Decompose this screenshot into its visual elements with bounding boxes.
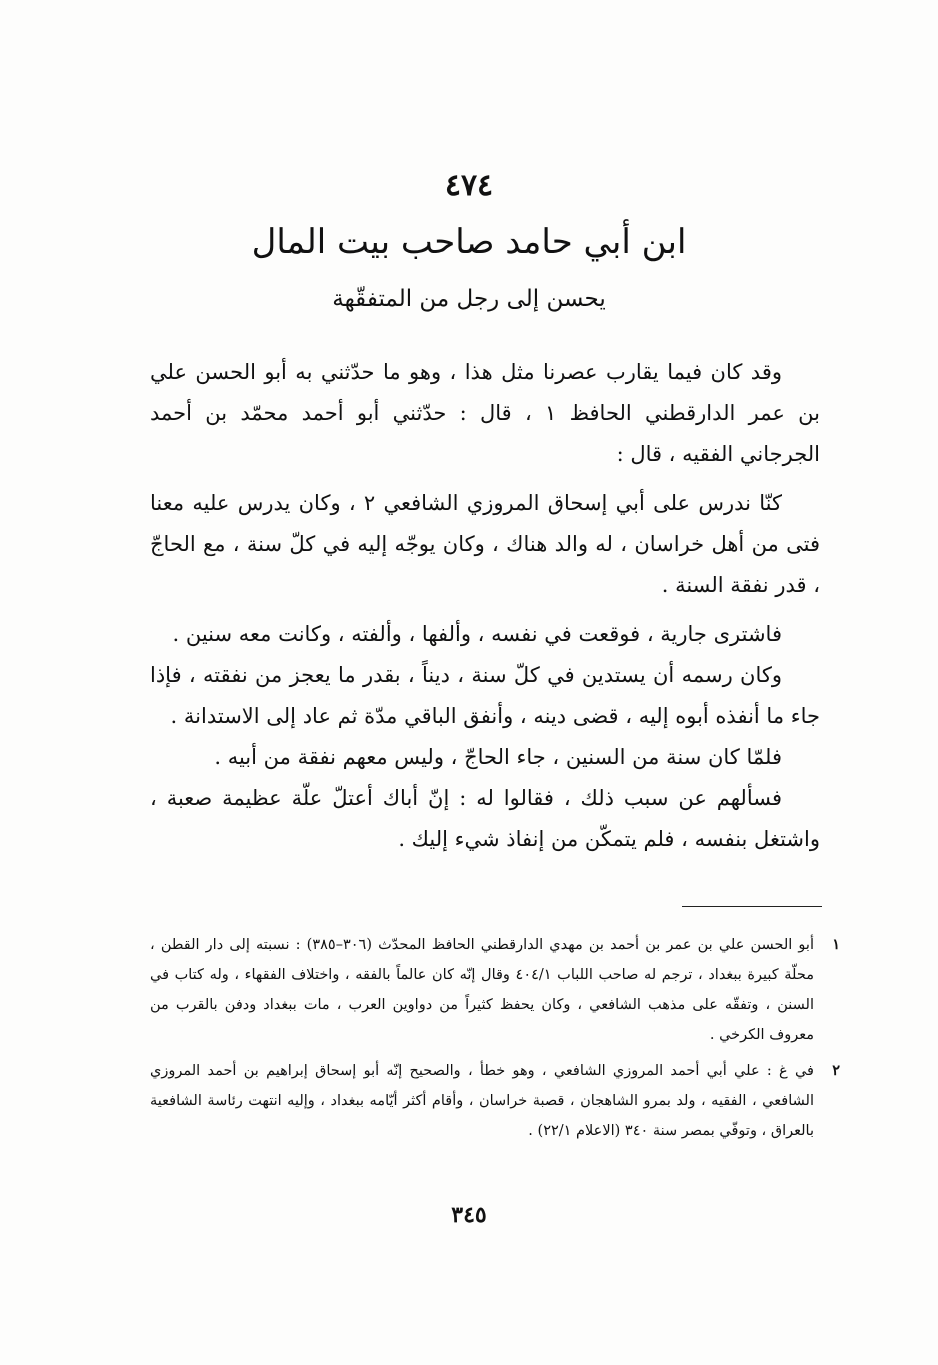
footnote-text: أبو الحسن علي بن عمر بن أحمد بن مهدي الدارقطني الحافظ المحدّث (٣٠٦–٣٨٥) : نسبته إلى دار القطن ، محلّة كبيرة ببغداد ، ترجم له صاحب اللباب ٤٠٤/١ وقال إنّه كان عالماً بالفقه ، واختلاف الفقهاء ، وله كتاب في السنن ، وتفقّه على مذهب الشافعي ، وكان يحفظ كثيراً من دواوين العرب ، مات ببغداد ودفن بالقرب من معروف الكرخي . [150, 937, 814, 1043]
story-subtitle: يحسن إلى رجل من المتفقّهة [332, 286, 606, 312]
paragraph: فسألهم عن سبب ذلك ، فقالوا له : إنّ أباك أعتلّ علّة عظيمة صعبة ، واشتغل بنفسه ، فلم يتمكّن من إنفاذ شيء إليك . [150, 786, 820, 851]
footnote [150, 930, 840, 1050]
footnote-number: ١ [832, 936, 840, 953]
story-title: ابن أبي حامد صاحب بيت المال [251, 222, 687, 262]
paragraph: فاشترى جارية ، فوقعت في نفسه ، وألفها ، وألفته ، وكانت معه سنين . [172, 622, 782, 646]
paragraph: وكان رسمه أن يستدين في كلّ سنة ، ديناً ، بقدر ما يعجز من نفقته ، فإذا جاء ما أنفذه أبوه إليه ، قضى دينه ، وأنفق الباقي مدّة ثم عاد إلى الاستدانة . [150, 663, 820, 728]
footnote-text: في غ : علي أبي أحمد المروزي الشافعي ، وهو خطأ ، والصحيح إنّه أبو إسحاق إبراهيم بن أحمد المروزي الشافعي ، الفقيه ، ولد بمرو الشاهجان ، قصبة خراسان ، وأقام أكثر أيّامه ببغداد ، وإليه انتهت رئاسة الشافعية بالعراق ، وتوفّي بمصر سنة ٣٤٠ (الاعلام ٢٢/١) . [150, 1063, 814, 1139]
body-text [150, 352, 820, 860]
page-number: ٣٤٥ [451, 1202, 487, 1228]
footnote [150, 1056, 840, 1146]
paragraph: وقد كان فيما يقارب عصرنا مثل هذا ، وهو ما حدّثني به أبو الحسن علي بن عمر الدارقطني الحافظ ١ ، قال : حدّثني أبو أحمد محمّد بن أحمد الجرجاني الفقيه ، قال : [150, 360, 820, 466]
footnotes [150, 930, 840, 1152]
paragraph: فلمّا كان سنة من السنين ، جاء الحاجّ ، وليس معهم نفقة من أبيه . [214, 745, 782, 769]
footnote-number: ٢ [832, 1062, 840, 1079]
paragraph: كنّا ندرس على أبي إسحاق المروزي الشافعي ٢ ، وكان يدرس عليه معنا فتى من أهل خراسان ، له والد هناك ، وكان يوجّه إليه في كلّ سنة ، مع الحاجّ ، قدر نفقة السنة . [150, 491, 820, 597]
story-number: ٤٧٤ [444, 168, 494, 203]
footnote-divider [682, 906, 822, 907]
